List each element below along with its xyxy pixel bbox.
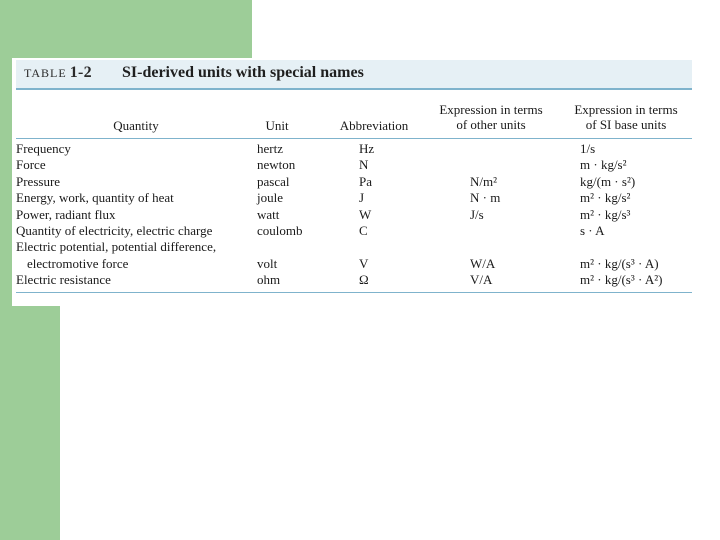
header-si-base-line1: Expression in terms	[574, 102, 678, 117]
table-title: SI-derived units with special names	[122, 64, 364, 81]
cell-quantity: Frequency	[16, 141, 71, 156]
cell-abbreviation: J	[359, 190, 365, 206]
table-row	[16, 256, 692, 272]
table-title-bar	[16, 60, 692, 90]
cell-si-base: m² · kg/s³	[580, 206, 631, 222]
cell-unit: volt	[257, 255, 278, 271]
header-abbreviation: Abbreviation	[339, 118, 409, 133]
table-header	[16, 100, 692, 136]
header-quantity: Quantity	[113, 118, 159, 133]
header-si-base-line2: of SI base units	[585, 117, 667, 132]
cell-other-units: J/s	[470, 206, 484, 222]
table-body	[16, 141, 692, 289]
header-other-units-line2: of other units	[456, 117, 526, 132]
cell-si-base: m² · kg/(s³ · A²)	[580, 272, 663, 288]
cell-si-base: m² · kg/s²	[580, 190, 631, 206]
cell-quantity: Quantity of electricity, electric charge	[16, 222, 213, 238]
cell-unit: hertz	[257, 141, 283, 156]
table-row	[16, 141, 692, 157]
table-label	[24, 64, 92, 82]
table-label-number: 1-2	[69, 64, 92, 81]
cell-quantity: Power, radiant flux	[16, 206, 116, 222]
cell-unit: watt	[257, 206, 280, 222]
cell-abbreviation: Ω	[359, 272, 369, 288]
cell-si-base: s · A	[580, 222, 605, 238]
table-row	[16, 174, 692, 190]
header-other-units-line1: Expression in terms	[439, 102, 543, 117]
cell-unit: coulomb	[257, 222, 303, 238]
cell-abbreviation: W	[359, 206, 372, 222]
table-row	[16, 207, 692, 223]
cell-quantity: Electric resistance	[16, 272, 111, 288]
header-unit: Unit	[265, 118, 289, 133]
table-row	[16, 190, 692, 206]
cell-abbreviation: Hz	[359, 141, 375, 156]
cell-quantity: Energy, work, quantity of heat	[16, 190, 174, 206]
table-card	[12, 58, 696, 306]
table-row	[16, 223, 692, 239]
header-other-units	[426, 102, 556, 132]
cell-abbreviation: N	[359, 157, 369, 173]
table-row	[16, 157, 692, 173]
header-si-base-units	[561, 102, 691, 132]
cell-quantity: Electric potential, potential difference,	[16, 239, 217, 255]
cell-abbreviation: Pa	[359, 173, 372, 189]
cell-unit: joule	[257, 190, 283, 206]
cell-si-base: 1/s	[580, 141, 596, 156]
cell-abbreviation: V	[359, 255, 369, 271]
cell-unit: ohm	[257, 272, 281, 288]
cell-si-base: kg/(m · s²)	[580, 173, 636, 189]
cell-unit: pascal	[257, 173, 290, 189]
header-rule	[16, 138, 692, 139]
table-label-prefix: TABLE	[24, 66, 67, 80]
cell-quantity: Force	[16, 157, 46, 173]
cell-abbreviation: C	[359, 222, 368, 238]
cell-si-base: m · kg/s²	[580, 157, 627, 173]
bottom-rule	[16, 292, 692, 293]
table-row	[16, 272, 692, 288]
cell-other-units: N · m	[470, 190, 501, 206]
cell-quantity: Pressure	[16, 173, 61, 189]
cell-other-units: N/m²	[470, 173, 498, 189]
table-row	[16, 239, 692, 255]
cell-quantity: electromotive force	[27, 255, 129, 271]
cell-unit: newton	[257, 157, 296, 173]
cell-other-units: W/A	[470, 255, 496, 271]
cell-si-base: m² · kg/(s³ · A)	[580, 255, 659, 271]
cell-other-units: V/A	[470, 272, 493, 288]
